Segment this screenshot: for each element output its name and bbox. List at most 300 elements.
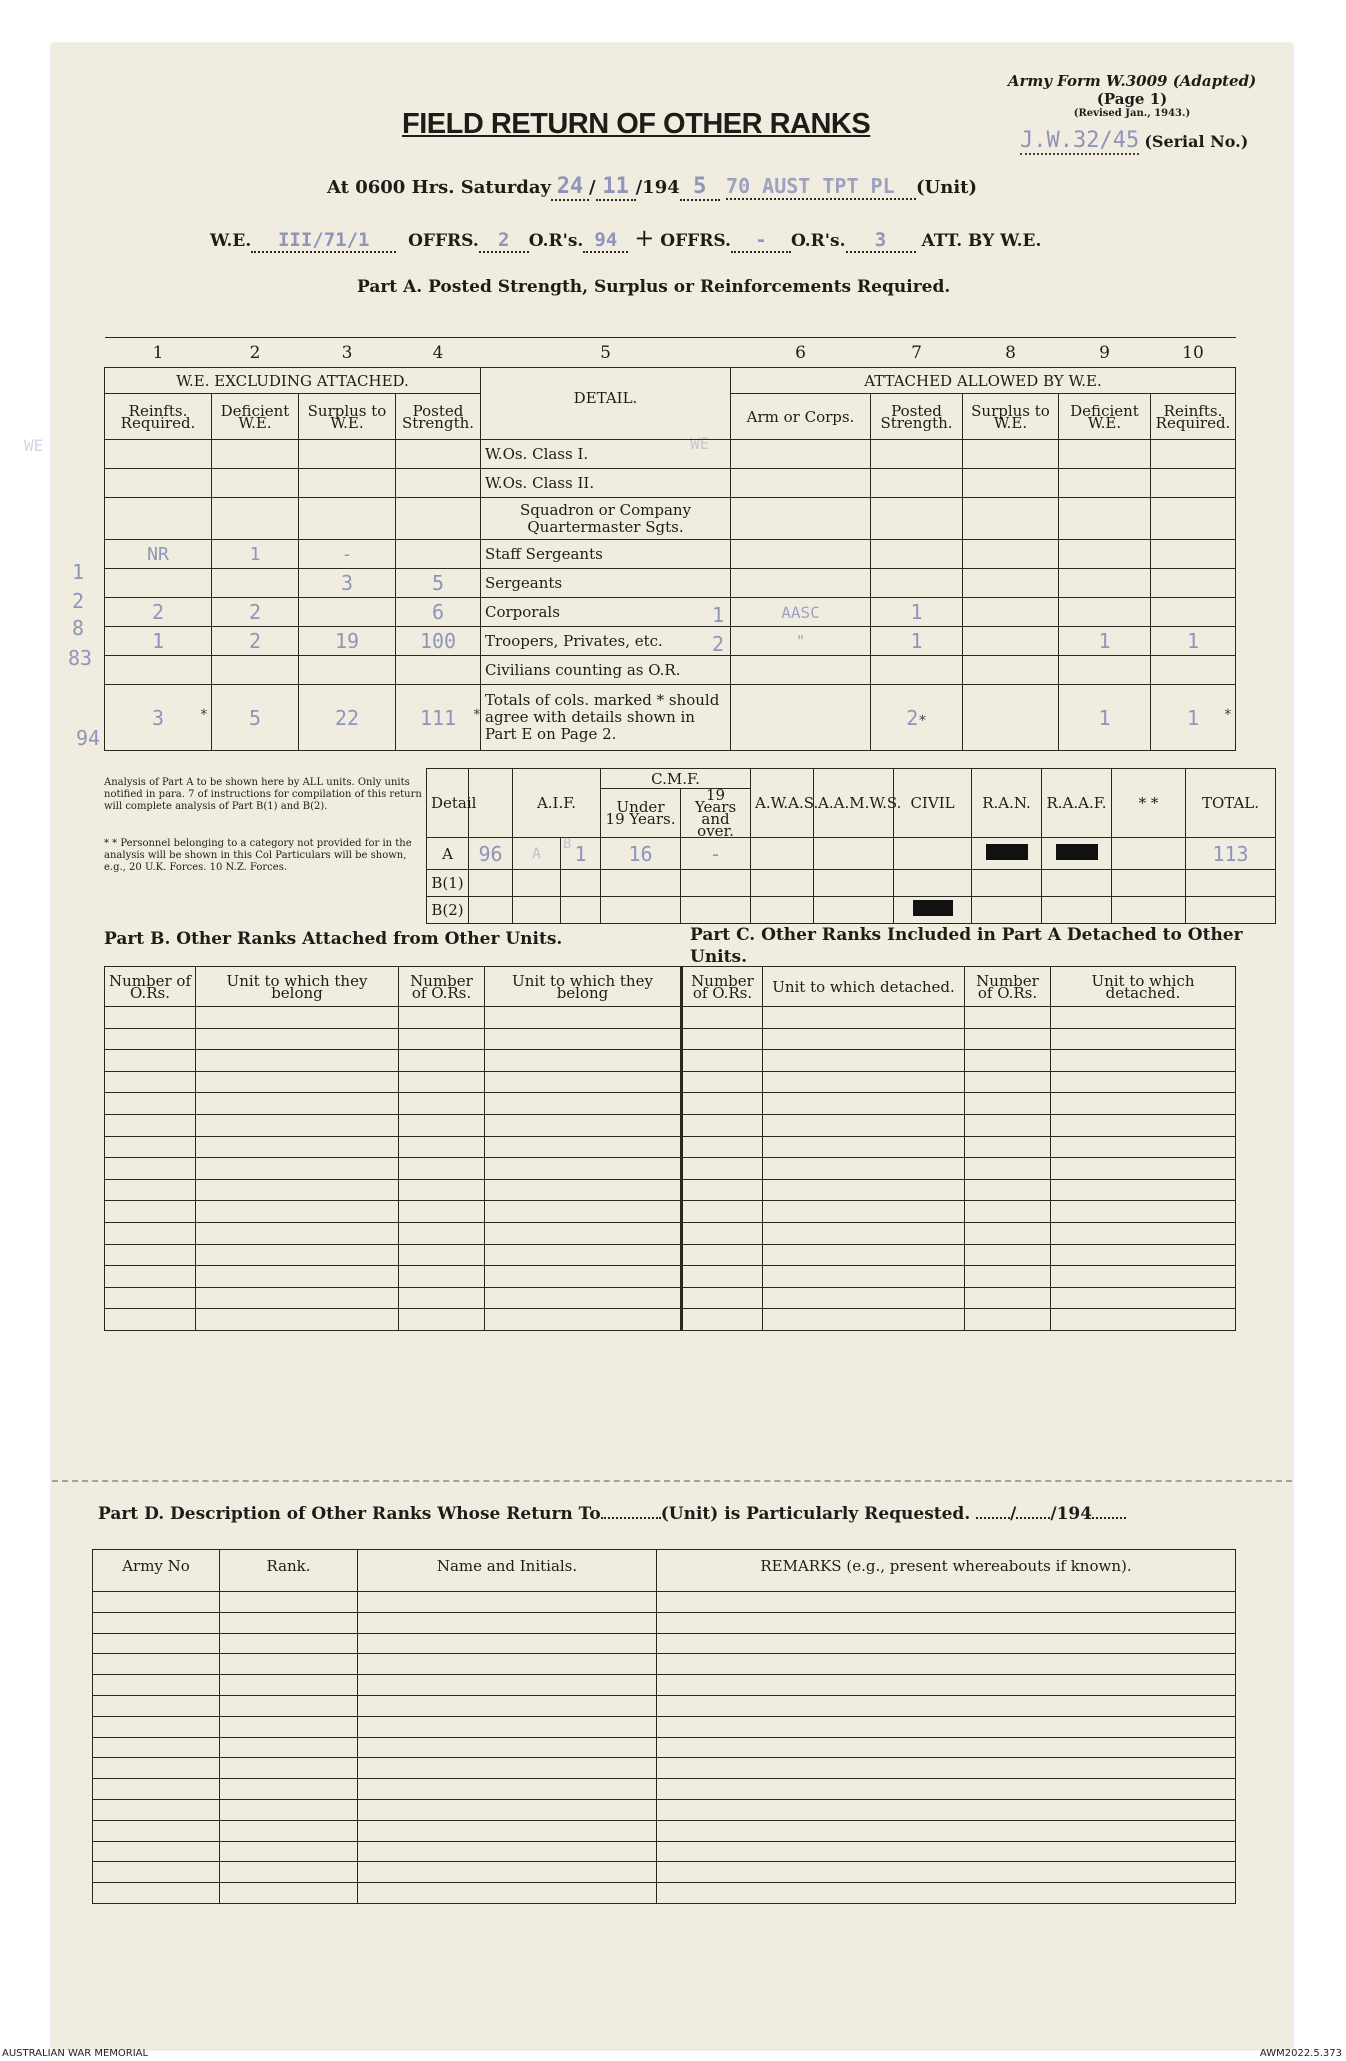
detail-label: Sergeants [481,569,731,598]
subheader-att-reinfts: Reinfts. Required. [1151,394,1236,440]
blank-cell [965,1093,1051,1115]
cell-att-deficient: 1 [1059,627,1151,656]
blank-row [105,1201,1236,1223]
cell-att-posted [871,498,963,540]
table-row [105,469,1236,498]
blank-cell [763,1309,965,1331]
star-mark: * [918,712,927,729]
blank-cell [1051,1201,1236,1223]
part-c-header-unit-2: Unit to which detached. [1051,967,1236,1007]
blank-row [105,1050,1236,1072]
unit-label: (Unit) [916,177,978,198]
cell-att-deficient [1059,469,1151,498]
blank-cell [763,1287,965,1309]
blank-cell [220,1716,358,1737]
cell-surplus [299,469,396,498]
blank-cell [220,1862,358,1883]
analysis-row-a [427,838,1276,870]
table-row [105,498,1236,540]
blank-cell [657,1612,1236,1633]
blank-cell [196,1007,399,1029]
cell-posted [396,440,481,469]
cell-reinfts [105,498,212,540]
star-mark: * [199,707,208,723]
blank-cell [93,1633,220,1654]
blank-cell [1051,1114,1236,1136]
blank-cell [763,1158,965,1180]
blank-cell [105,1093,196,1115]
blank-row [105,1114,1236,1136]
blank-cell [763,1136,965,1158]
at-label: At 0600 Hrs. Saturday [327,177,552,198]
blank-cell [657,1883,1236,1904]
detail-label: Staff Sergeants [481,540,731,569]
blank-cell [485,1201,682,1223]
blank-cell [220,1799,358,1820]
margin-we-mark: WE [24,436,44,455]
part-d-title-b: (Unit) is Particularly Requested. [660,1504,971,1524]
part-d-header-remarks: REMARKS (e.g., present whereabouts if known). [657,1550,1236,1592]
cell-deficient [212,440,299,469]
offrs-value: 2 [498,229,510,251]
blank-row [93,1779,1236,1800]
blank-cell [485,1222,682,1244]
analysis-row-b2 [427,897,1276,924]
cell-att-reinfts [1151,440,1236,469]
blank-cell [965,1287,1051,1309]
part-bc-header-row [105,967,1236,1007]
blank-cell [682,1309,763,1331]
blank-cell [196,1050,399,1072]
totals-note: Totals of cols. marked * should agree with details shown in Part E on Page 2. [481,685,731,751]
blank-cell [657,1695,1236,1716]
blank-cell [196,1114,399,1136]
blank-cell [196,1028,399,1050]
part-b-title: Part B. Other Ranks Attached from Other Units. [104,929,563,949]
part-bc-table [104,966,1236,1331]
col-number-3: 3 [299,338,396,368]
blank-cell [358,1799,657,1820]
redaction-mark [1056,844,1098,860]
cell-posted: 6 [396,598,481,627]
blank-row [93,1841,1236,1862]
blank-cell [763,1179,965,1201]
form-reference [977,72,1287,119]
blank-cell [196,1071,399,1093]
cell-deficient: 2 [212,598,299,627]
blank-cell [105,1244,196,1266]
blank-cell [657,1716,1236,1737]
part-c-header-num-2: Number of O.Rs. [965,967,1051,1007]
cell-deficient [212,569,299,598]
blank-cell [399,1158,485,1180]
blank-cell [1051,1007,1236,1029]
blank-cell [965,1050,1051,1072]
cell-posted [396,540,481,569]
blank-cell [657,1841,1236,1862]
analysis-note-1: Analysis of Part A to be shown here by ALL units. Only units notified in para. 7 of instructions for compilation of this return will complete analysis of Part B(1) and B(2). [104,777,422,812]
blank-cell [657,1758,1236,1779]
blank-cell [657,1862,1236,1883]
offrs2-label: OFFRS. [660,231,731,251]
cell-deficient [212,469,299,498]
blank-cell [220,1779,358,1800]
col-number-1: 1 [105,338,212,368]
blank-cell [93,1654,220,1675]
blank-cell [682,1071,763,1093]
blank-cell [1051,1287,1236,1309]
offrs-label: OFFRS. [408,231,479,251]
row-label-b2: B(2) [427,897,469,924]
blank-row [93,1592,1236,1613]
subheader-att-surplus: Surplus to W.E. [963,394,1059,440]
blank-cell [196,1179,399,1201]
blank-cell [965,1266,1051,1288]
blank-cell [965,1071,1051,1093]
blank-cell [399,1244,485,1266]
cell-reinfts [105,440,212,469]
cell-deficient: 1 [212,540,299,569]
total-deficient: 5 [212,685,299,751]
cell-surplus: 19 [299,627,396,656]
blank-cell [657,1737,1236,1758]
blank-row [105,1309,1236,1331]
blank-cell [682,1158,763,1180]
blank-cell [965,1201,1051,1223]
part-d-header-army-no: Army No [93,1550,220,1592]
cell-att-deficient [1059,656,1151,685]
blank-cell [105,1136,196,1158]
star-mark: * [1223,707,1232,723]
blank-cell [485,1158,682,1180]
blank-cell [682,1179,763,1201]
year-digit: 5 [693,174,707,199]
blank-cell [399,1287,485,1309]
cell-arm [731,569,871,598]
detail-text: Corporals [485,603,560,621]
blank-cell [682,1287,763,1309]
blank-cell [1051,1266,1236,1288]
blank-cell [657,1654,1236,1675]
detail-label: Civilians counting as O.R. [481,656,731,685]
footer-right: AWM2022.5.373 [1259,2048,1342,2059]
column-number-row [105,338,1236,368]
blank-cell [399,1071,485,1093]
cell-att-reinfts [1151,598,1236,627]
blank-cell [965,1158,1051,1180]
blank-cell [485,1007,682,1029]
blank-cell [965,1136,1051,1158]
margin-we-mark-2: WE [690,434,710,453]
blank-cell [93,1612,220,1633]
col-number-6: 6 [731,338,871,368]
blank-cell [657,1675,1236,1696]
part-b-header-num-2: Number of O.Rs. [399,967,485,1007]
blank-cell [763,1007,965,1029]
blank-cell [93,1675,220,1696]
blank-cell [358,1675,657,1696]
cell-att-posted [871,540,963,569]
blank-row [105,1179,1236,1201]
aif-header: A.I.F. [513,769,601,838]
blank-cell [657,1799,1236,1820]
analysis-detail-header: Detail [427,769,469,838]
blank-cell [1051,1050,1236,1072]
cell-att-reinfts [1151,656,1236,685]
subheader-arm-corps: Arm or Corps. [731,394,871,440]
blank-cell [399,1179,485,1201]
analysis-a-aif-pencil-a: A [513,838,561,870]
ors2-value: 3 [874,229,887,251]
blank-cell [485,1136,682,1158]
blank-cell [220,1758,358,1779]
cell-reinfts [105,569,212,598]
blank-cell [1051,1309,1236,1331]
date-month: 11 [602,174,629,199]
blank-cell [399,1309,485,1331]
blank-cell [358,1862,657,1883]
blank-cell [763,1114,965,1136]
blank-row [105,1287,1236,1309]
cell-att-reinfts [1151,540,1236,569]
analysis-a-total: 113 [1186,838,1276,870]
cell-arm [731,498,871,540]
cell-arm [731,656,871,685]
ors2-label: O.R's. [790,231,846,251]
blank-cell [105,1179,196,1201]
blank-cell [1051,1179,1236,1201]
total-surplus: 22 [299,685,396,751]
col5-value: 2 [711,632,724,656]
total-posted [396,685,481,751]
part-b-header-unit-2: Unit to which they belong [485,967,682,1007]
part-d-slash: / [1010,1504,1017,1524]
we-label: W.E. [210,231,252,251]
blank-cell [105,1201,196,1223]
cell-deficient [212,498,299,540]
part-c-header-unit: Unit to which detached. [763,967,965,1007]
raaf-header: R.A.A.F. [1042,769,1112,838]
blank-cell [93,1820,220,1841]
analysis-a-aif: 1 [574,841,587,866]
totals-row [105,685,1236,751]
blank-cell [93,1758,220,1779]
blank-cell [93,1737,220,1758]
blank-row [105,1158,1236,1180]
cell-att-surplus [963,440,1059,469]
cell-att-surplus [963,469,1059,498]
cell-att-deficient [1059,498,1151,540]
form-reference-line1: Army Form W.3009 (Adapted) [1007,72,1257,90]
detail-header: DETAIL. [481,368,731,440]
perforation-line [52,1480,1292,1482]
table-row [105,598,1236,627]
blank-cell [358,1820,657,1841]
blank-row [93,1675,1236,1696]
table-row [105,440,1236,469]
blank-cell [682,1244,763,1266]
row-label-b1: B(1) [427,870,469,897]
blank-cell [965,1179,1051,1201]
blank-cell [399,1136,485,1158]
blank-cell [220,1675,358,1696]
subheader-posted: Posted Strength. [396,394,481,440]
col-number-8: 8 [963,338,1059,368]
blank-cell [358,1592,657,1613]
blank-cell [399,1050,485,1072]
part-d-title [98,1504,1126,1524]
blank-cell [399,1222,485,1244]
blank-cell [1051,1158,1236,1180]
civil-header: CIVIL [894,769,972,838]
subheader-deficient: Deficient W.E. [212,394,299,440]
other-header: * * [1112,769,1186,838]
blank-row [93,1716,1236,1737]
blank-cell [682,1114,763,1136]
subheader-surplus: Surplus to W.E. [299,394,396,440]
part-d-year: /194 [1050,1504,1093,1524]
blank-row [93,1737,1236,1758]
blank-cell [196,1201,399,1223]
blank-cell [763,1244,965,1266]
blank-cell [485,1093,682,1115]
blank-cell [105,1309,196,1331]
total-reinfts-value: 3 [151,705,165,730]
part-d-table [92,1549,1236,1904]
attached-header: ATTACHED ALLOWED BY W.E. [731,368,1236,394]
blank-cell [485,1309,682,1331]
col-number-5: 5 [481,338,731,368]
blank-cell [399,1266,485,1288]
blank-cell [965,1309,1051,1331]
blank-cell [1051,1028,1236,1050]
cell-att-reinfts: 1 [1151,627,1236,656]
blank-cell [358,1737,657,1758]
blank-cell [105,1158,196,1180]
blank-row [93,1862,1236,1883]
cell-posted: 100 [396,627,481,656]
blank-cell [965,1114,1051,1136]
part-a-title: Part A. Posted Strength, Surplus or Reinforcements Required. [357,277,951,297]
cell-surplus [299,656,396,685]
blank-cell [358,1883,657,1904]
cell-att-posted: 1 [871,598,963,627]
redaction-mark [913,900,953,916]
footer-left: AUSTRALIAN WAR MEMORIAL [2,2048,149,2059]
blank-cell [196,1244,399,1266]
subheader-att-posted: Posted Strength. [871,394,963,440]
year-prefix: /194 [635,177,680,198]
blank-cell [105,1287,196,1309]
blank-row [105,1007,1236,1029]
cell-surplus [299,440,396,469]
cell-att-surplus [963,627,1059,656]
ors-label: O.R's. [528,231,584,251]
table-row [105,540,1236,569]
total-posted-value: 111 [419,705,457,730]
blank-cell [485,1028,682,1050]
form-reference-line2: (Page 1) [1096,90,1168,108]
blank-cell [93,1695,220,1716]
blank-cell [763,1028,965,1050]
blank-cell [196,1266,399,1288]
blank-cell [682,1007,763,1029]
blank-cell [220,1695,358,1716]
subheader-att-deficient: Deficient W.E. [1059,394,1151,440]
cell-att-deficient [1059,598,1151,627]
margin-note-privates: 83 [68,646,93,670]
serial-number [1020,128,1248,155]
blank-cell [196,1158,399,1180]
blank-cell [485,1179,682,1201]
cell-arm [731,540,871,569]
analysis-table [426,768,1276,924]
date-unit-line: At 0600 Hrs. Saturday 24 / 11 /194 5 70 AUST TPT PL (Unit) [327,174,978,199]
blank-cell [682,1050,763,1072]
form-reference-line3: (Revised Jan., 1943.) [1073,108,1191,119]
col-number-2: 2 [212,338,299,368]
blank-cell [682,1093,763,1115]
blank-row [93,1695,1236,1716]
analysis-a-blank: 96 [469,838,513,870]
blank-cell [1051,1093,1236,1115]
total-header: TOTAL. [1186,769,1276,838]
cell-att-deficient [1059,569,1151,598]
analysis-note-2: * * Personnel belonging to a category not provided for in the analysis will be shown in this Col Particulars will be shown, e.g., 20 U.K. Forces. 10 N.Z. Forces. [104,838,412,873]
blank-cell [485,1114,682,1136]
blank-row [93,1612,1236,1633]
cell-att-surplus [963,540,1059,569]
redaction-mark [986,844,1028,860]
blank-cell [220,1612,358,1633]
cell-posted: 5 [396,569,481,598]
margin-note-totals: 94 [76,726,101,750]
cell-posted [396,656,481,685]
blank-cell [763,1071,965,1093]
blank-cell [485,1050,682,1072]
blank-row [105,1244,1236,1266]
col-number-10: 10 [1151,338,1236,368]
cell-att-posted [871,569,963,598]
ran-header: R.A.N. [972,769,1042,838]
blank-cell [196,1309,399,1331]
date-day: 24 [556,174,584,199]
blank-cell [358,1695,657,1716]
blank-cell [220,1592,358,1613]
part-d-title-a: Part D. Description of Other Ranks Whose Return To [98,1504,601,1524]
blank-cell [657,1820,1236,1841]
detail-label [481,627,731,656]
total-att-posted-value: 2 [906,705,919,730]
analysis-a-under19: 16 [601,838,681,870]
blank-row [93,1758,1236,1779]
blank-row [105,1093,1236,1115]
aamws-header: A.A.M.W.S. [814,769,894,838]
offrs2-value: - [755,229,767,251]
cell-att-posted [871,469,963,498]
margin-note-corporals: 8 [72,616,85,640]
total-att-reinfts [1151,685,1236,751]
subheader-reinfts: Reinfts. Required. [105,394,212,440]
cell-reinfts: NR [105,540,212,569]
blank-cell [399,1028,485,1050]
blank-cell [763,1201,965,1223]
blank-cell [763,1093,965,1115]
cell-att-reinfts [1151,569,1236,598]
blank-cell [1051,1222,1236,1244]
blank-row [105,1222,1236,1244]
blank-row [93,1633,1236,1654]
